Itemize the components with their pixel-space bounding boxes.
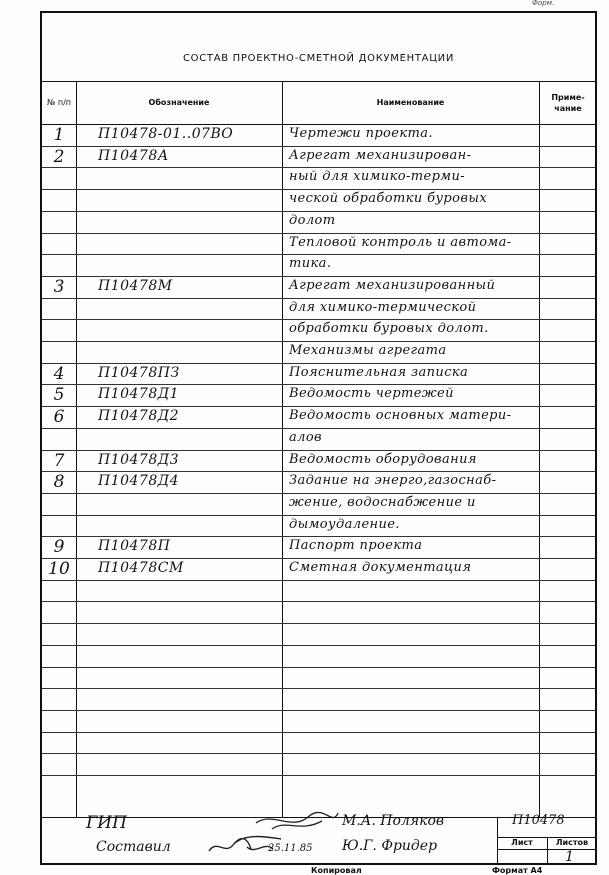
row-name: Ведомость оборудования <box>289 451 477 467</box>
column-divider <box>497 817 498 865</box>
row-number: 9 <box>53 537 65 558</box>
table-row-line <box>42 363 595 364</box>
stamp-gip-label: ГИП <box>86 813 127 833</box>
row-designation: П10478Д3 <box>98 451 180 468</box>
row-name: Агрегат механизирован- <box>289 147 472 163</box>
table-row-line <box>42 580 595 581</box>
table-row-line <box>42 645 595 646</box>
row-designation: П10478Д2 <box>98 408 180 425</box>
table-row-line <box>42 341 595 342</box>
stamp-compiled-name: Ю.Г. Фридер <box>342 838 438 854</box>
rule-line <box>42 817 595 818</box>
table-row-line <box>42 710 595 711</box>
table-row-line <box>42 515 595 516</box>
table-row-line <box>42 276 595 277</box>
row-name: Чертежи проекта. <box>289 126 433 141</box>
row-name: Задание на энерго,газоснаб- <box>289 473 497 489</box>
document-frame <box>40 11 597 865</box>
row-name: ный для химико-терми- <box>289 169 466 185</box>
row-name: обработки буровых долот. <box>289 321 489 337</box>
row-number: 2 <box>53 146 65 167</box>
table-row-line <box>42 146 595 147</box>
row-name: Ведомость чертежей <box>289 386 454 402</box>
row-name: тика. <box>289 256 332 272</box>
row-name: ческой обработки буровых <box>289 191 488 207</box>
table-row-line <box>42 493 595 494</box>
rule-line <box>42 124 595 125</box>
table-row-line <box>42 450 595 451</box>
row-name: дымоудаление. <box>289 516 400 532</box>
row-name: долот <box>289 212 336 228</box>
table-row-line <box>42 753 595 754</box>
header-number: № п/п <box>46 98 72 107</box>
rule-line <box>497 837 595 838</box>
row-number: 6 <box>53 407 65 428</box>
table-row-line <box>42 189 595 190</box>
table-row-line <box>42 298 595 299</box>
row-number: 10 <box>48 559 70 579</box>
stamp-sheets-label: Листов <box>555 838 589 847</box>
row-designation: П10478ПЗ <box>98 364 180 381</box>
row-name: Сметная документация <box>289 560 472 575</box>
table-row-line <box>42 428 595 429</box>
row-designation: П10478Д4 <box>98 473 180 490</box>
stamp-date: 25.11.85 <box>268 843 313 854</box>
stamp-compiled-label: Составил <box>96 839 171 855</box>
row-number: 3 <box>53 276 65 297</box>
column-divider <box>547 837 548 865</box>
row-number: 7 <box>53 450 65 471</box>
rule-line <box>497 849 595 850</box>
table-row-line <box>42 601 595 602</box>
format-label: Формат А4 <box>492 866 543 875</box>
row-name: алов <box>289 429 323 445</box>
rule-line <box>42 81 595 82</box>
row-designation: П10478П <box>98 538 171 555</box>
header-designation: Обозначение <box>148 98 210 107</box>
table-row-line <box>42 775 595 776</box>
stamp-doc-code: П10478 <box>512 813 565 828</box>
table-row-line <box>42 623 595 624</box>
row-number: 5 <box>53 385 65 406</box>
row-number: 1 <box>53 125 65 145</box>
row-designation: П10478А <box>98 147 169 164</box>
row-name: Пояснительная записка <box>289 364 469 380</box>
row-number: 4 <box>53 363 65 384</box>
row-name: Ведомость основных матери- <box>289 408 512 424</box>
row-name: Тепловой контроль и автома- <box>289 234 512 250</box>
table-row-line <box>42 233 595 234</box>
row-designation: П10478-01..07ВО <box>98 126 234 142</box>
header-note: Приме- чание <box>551 92 585 113</box>
table-row-line <box>42 558 595 559</box>
row-designation: П10478СМ <box>98 560 184 576</box>
table-row-line <box>42 211 595 212</box>
row-name: Механизмы агрегата <box>289 343 447 358</box>
table-row-line <box>42 688 595 689</box>
row-name: Агрегат механизированный <box>289 277 496 293</box>
row-name: для химико-термической <box>289 299 477 315</box>
table-row-line <box>42 384 595 385</box>
row-designation: П10478Д1 <box>98 386 180 403</box>
table-row-line <box>42 732 595 733</box>
document-title: СОСТАВ ПРОЕКТНО-СМЕТНОЙ ДОКУМЕНТАЦИИ <box>182 53 455 64</box>
stamp-sheet-label: Лист <box>511 838 533 847</box>
table-row-line <box>42 254 595 255</box>
row-name: жение, водоснабжение и <box>289 494 476 510</box>
row-number: 8 <box>53 472 65 493</box>
stamp-gip-name: М.А. Поляков <box>342 813 445 829</box>
corner-mark: Форм. <box>532 0 555 7</box>
row-designation: П10478М <box>98 277 173 294</box>
table-row-line <box>42 167 595 168</box>
stamp-sheets-value: 1 <box>565 849 574 865</box>
row-name: Паспорт проекта <box>289 538 423 554</box>
copied-label: Копировал <box>311 866 362 875</box>
table-row-line <box>42 536 595 537</box>
table-row-line <box>42 319 595 320</box>
signature-mark-gip <box>252 809 342 837</box>
table-row-line <box>42 471 595 472</box>
table-row-line <box>42 406 595 407</box>
header-name: Наименование <box>376 98 445 107</box>
table-row-line <box>42 667 595 668</box>
